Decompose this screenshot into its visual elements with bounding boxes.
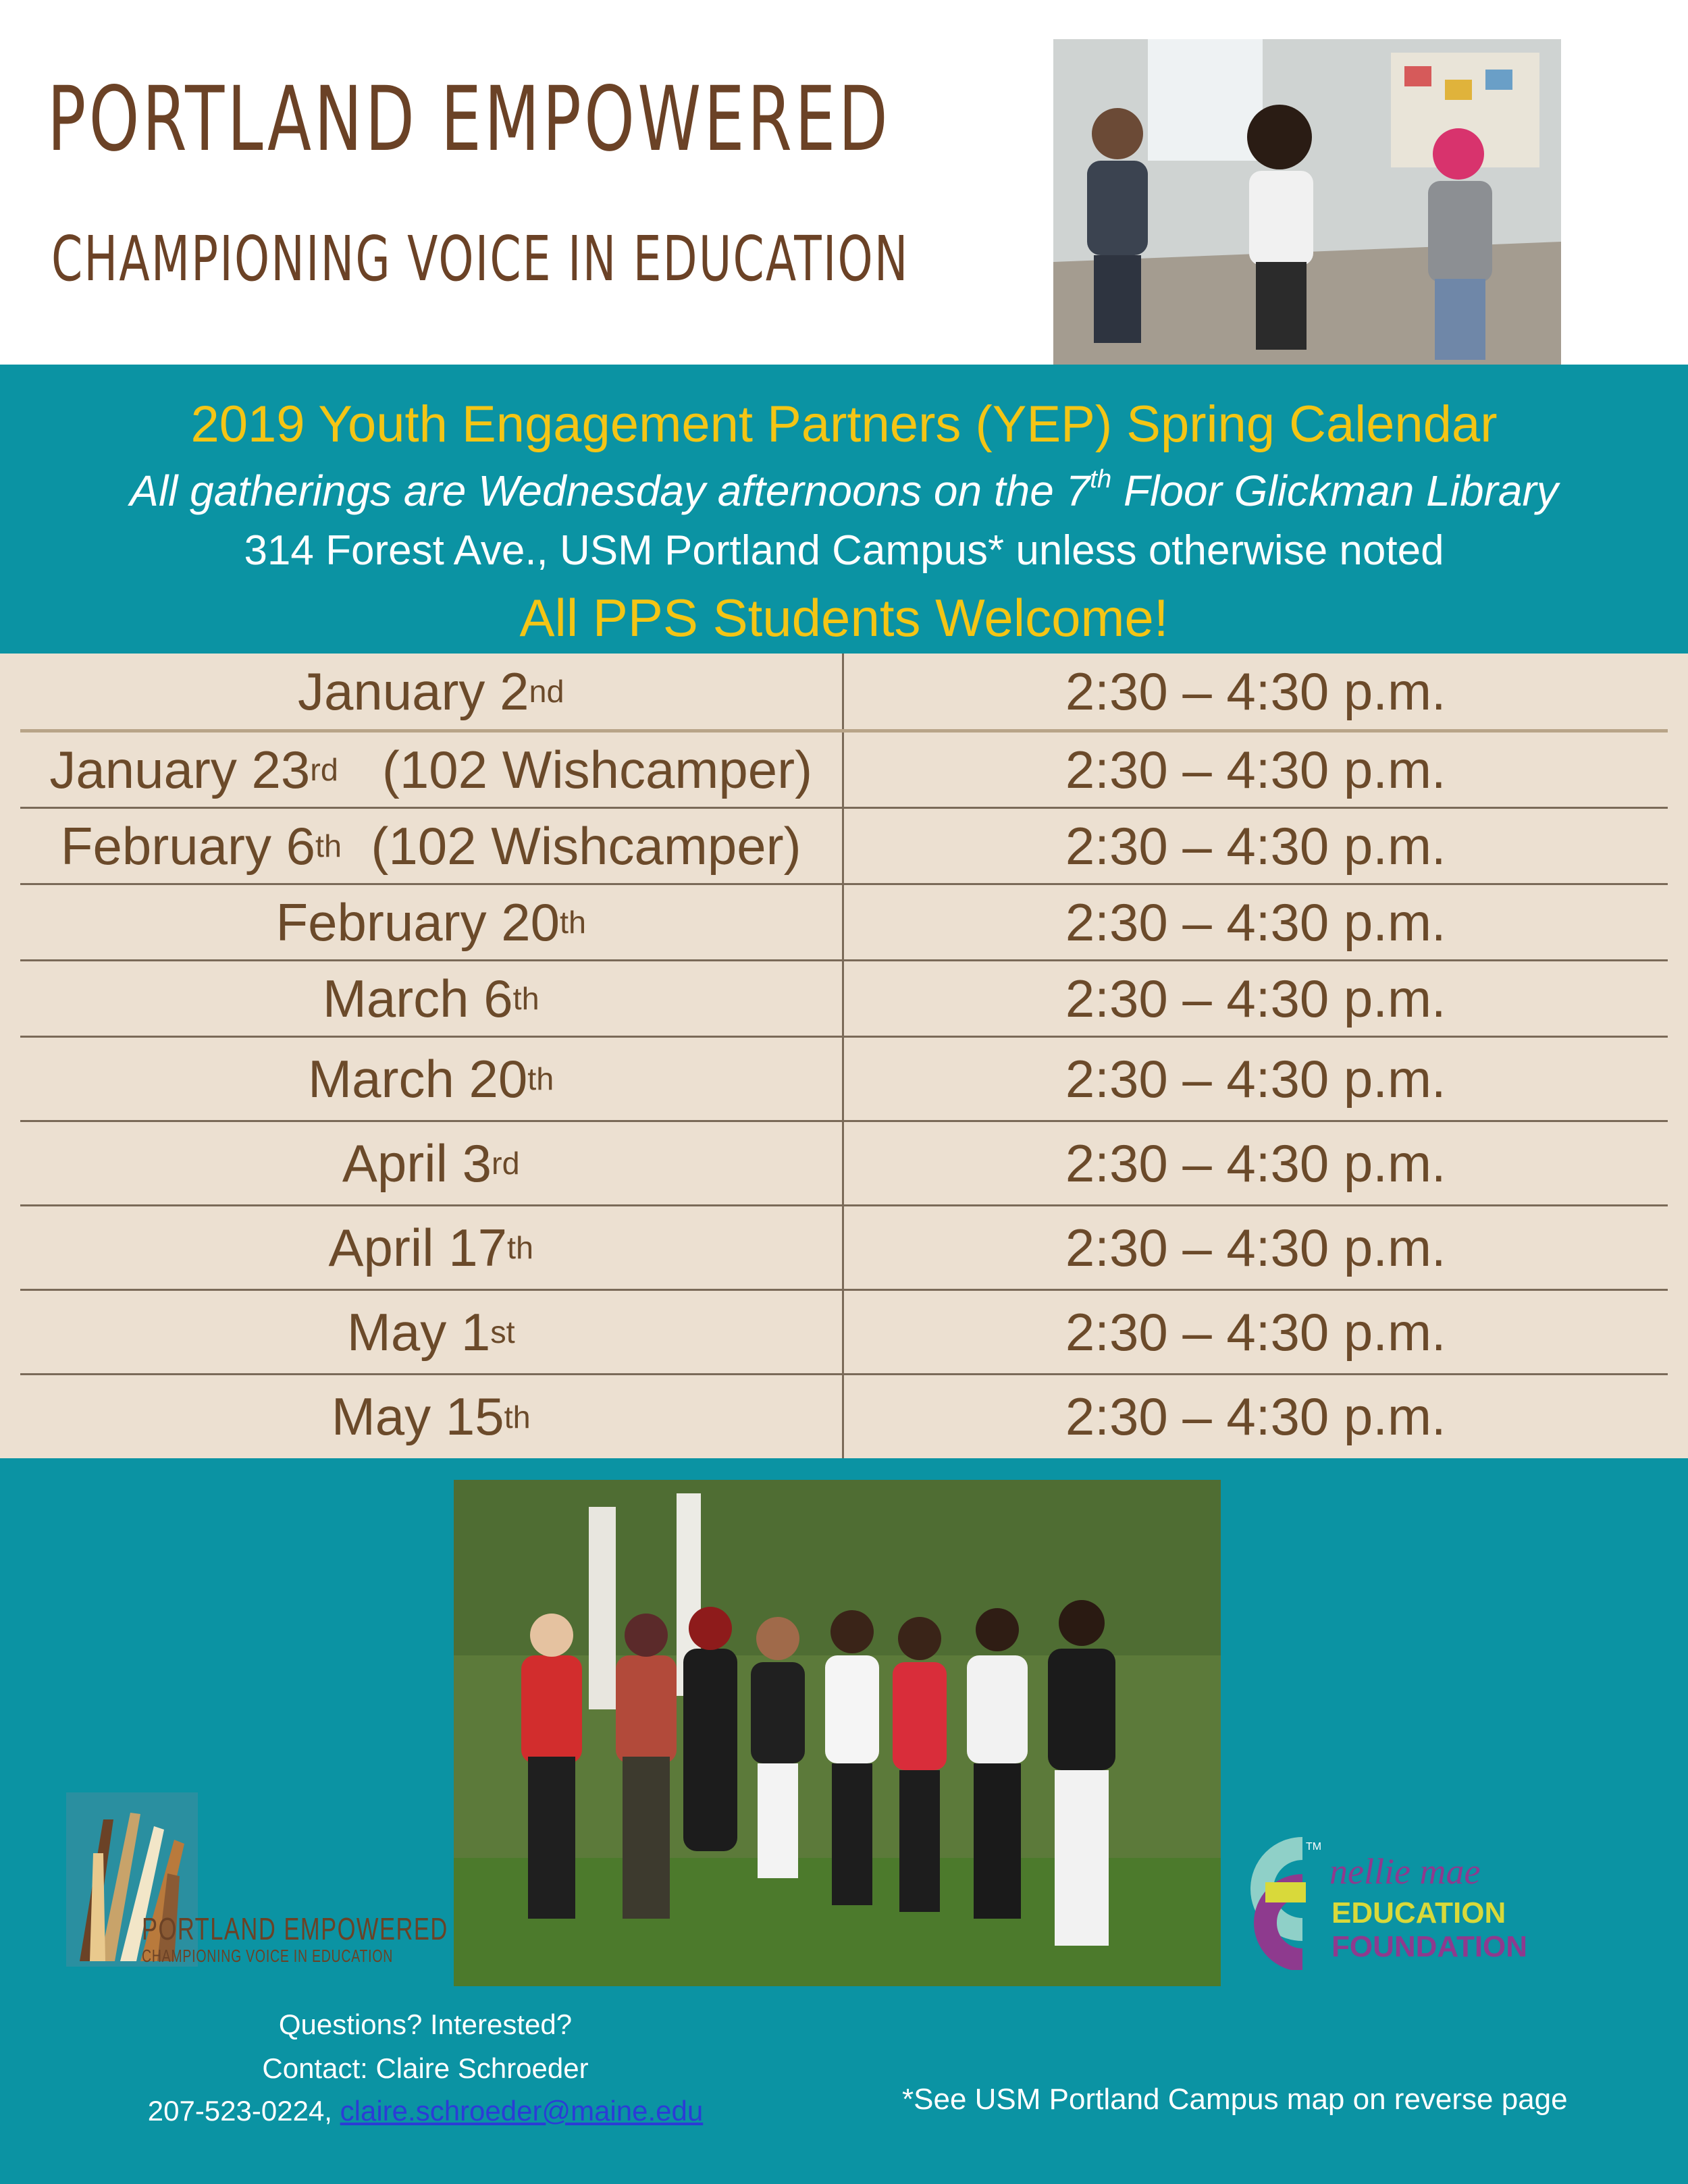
date-cell: April 17 th: [20, 1206, 844, 1289]
trademark-mark: TM: [1306, 1841, 1322, 1853]
calendar-note-before: All gatherings are Wednesday afternoons on the 7: [130, 467, 1090, 515]
calendar-address: 314 Forest Ave., USM Portland Campus* unless otherwise noted: [244, 527, 1444, 574]
date-cell: March 20 th: [20, 1038, 844, 1120]
table-row: [20, 961, 1668, 1038]
logo-tagline: CHAMPIONING VOICE IN EDUCATION: [142, 1946, 394, 1966]
time-cell: 2:30 – 4:30 p.m.: [1065, 1048, 1446, 1109]
students-group-photo: [454, 1480, 1221, 1986]
schedule-table: [0, 654, 1688, 1458]
nellie-mae-logo: [1238, 1835, 1542, 1970]
logo-name: PORTLAND EMPOWERED: [142, 1911, 448, 1946]
date-text: January 2: [297, 661, 529, 721]
time-cell: 2:30 – 4:30 p.m.: [1065, 892, 1446, 952]
time-cell: 2:30 – 4:30 p.m.: [1065, 1302, 1446, 1362]
date-cell: February 6 th (102 Wishcamper): [20, 809, 844, 883]
date-cell: January 2 nd: [20, 654, 844, 729]
location-note: (102 Wishcamper): [338, 739, 813, 799]
date-cell: May 15 th: [20, 1375, 844, 1458]
education-text: EDUCATION: [1331, 1896, 1506, 1929]
map-footnote: *See USM Portland Campus map on reverse page: [902, 2083, 1568, 2116]
date-text: February 20: [275, 892, 560, 952]
date-text: April 3: [342, 1133, 492, 1193]
page-subtitle: CHAMPIONING VOICE IN EDUCATION: [51, 223, 909, 295]
time-cell: 2:30 – 4:30 p.m.: [1065, 1133, 1446, 1193]
table-row: [20, 654, 1668, 733]
page-title: PORTLAND EMPOWERED: [47, 68, 891, 171]
time-cell: 2:30 – 4:30 p.m.: [1065, 1217, 1446, 1277]
calendar-welcome: All PPS Students Welcome!: [519, 588, 1169, 647]
contact-person: Contact: Claire Schroeder: [262, 2052, 589, 2084]
date-cell: April 3 rd: [20, 1122, 844, 1204]
table-row: [20, 733, 1668, 809]
location-note: (102 Wishcamper): [342, 816, 801, 876]
time-cell: 2:30 – 4:30 p.m.: [1065, 739, 1446, 799]
contact-question: Questions? Interested?: [278, 2008, 573, 2040]
date-text: May 15: [331, 1387, 504, 1446]
date-cell: May 1 st: [20, 1291, 844, 1373]
foundation-text: FOUNDATION: [1331, 1930, 1528, 1963]
date-cell: February 20 th: [20, 885, 844, 959]
time-cell: 2:30 – 4:30 p.m.: [1065, 1387, 1446, 1446]
contact-phone: 207-523-0224,: [147, 2095, 332, 2127]
date-text: May 1: [346, 1302, 491, 1362]
contact-email-link[interactable]: claire.schroeder@maine.edu: [340, 2095, 704, 2127]
date-text: February 6: [60, 816, 316, 876]
date-text: March 6: [322, 968, 513, 1028]
table-row: [20, 1291, 1668, 1375]
time-cell: 2:30 – 4:30 p.m.: [1065, 816, 1446, 876]
table-row: [20, 1122, 1668, 1206]
table-row: [20, 809, 1668, 885]
time-cell: 2:30 – 4:30 p.m.: [1065, 968, 1446, 1028]
contact-details: [0, 2095, 851, 2127]
calendar-title: 2019 Youth Engagement Partners (YEP) Spring Calendar: [190, 396, 1498, 453]
time-cell: 2:30 – 4:30 p.m.: [1065, 661, 1446, 721]
date-text: March 20: [308, 1048, 528, 1109]
date-text: January 23: [49, 739, 311, 799]
calendar-note-after: Floor Glickman Library: [1111, 467, 1558, 515]
table-row: [20, 885, 1668, 961]
table-row: [20, 1375, 1668, 1458]
students-seated-photo: [1053, 39, 1561, 377]
date-cell: January 23 rd (102 Wishcamper): [20, 733, 844, 807]
calendar-note-sup: th: [1090, 464, 1112, 494]
date-text: April 17: [328, 1217, 507, 1277]
table-row: [20, 1206, 1668, 1291]
date-cell: March 6 th: [20, 961, 844, 1036]
nellie-mae-text: nellie mae: [1329, 1851, 1481, 1892]
table-row: [20, 1038, 1668, 1122]
calendar-note: [0, 466, 1688, 516]
